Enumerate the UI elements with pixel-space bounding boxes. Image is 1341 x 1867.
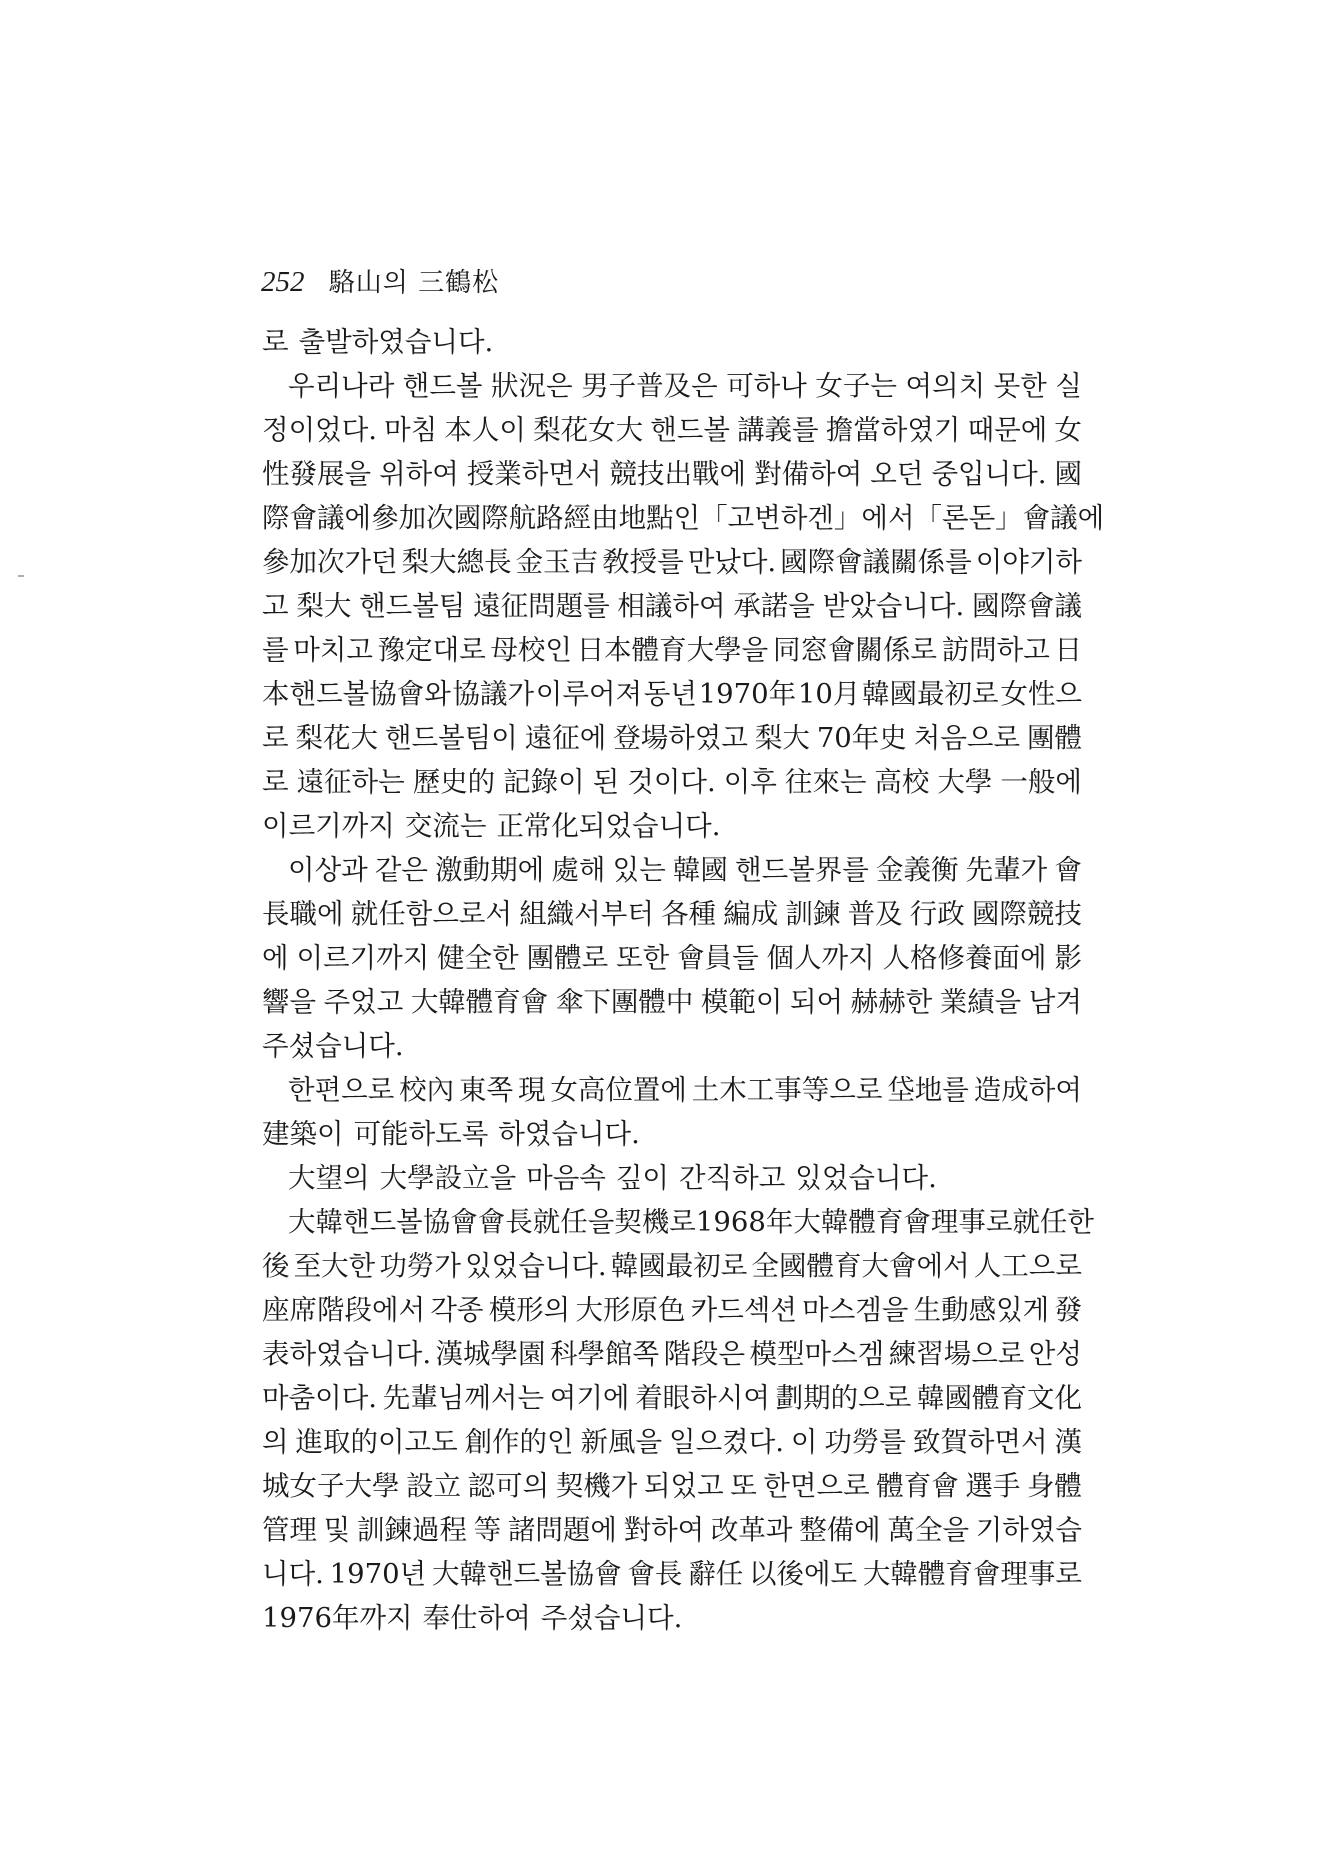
- text-line: [262, 1332, 1082, 1376]
- word: 漢城學園: [435, 1338, 546, 1370]
- word: 登場하였고: [613, 722, 748, 754]
- word: 土木工事等으로: [691, 1074, 883, 1106]
- word: 및: [323, 1514, 351, 1546]
- word: 大韓핸드볼協會: [431, 1558, 622, 1590]
- word: 日本體育大學을: [576, 634, 769, 666]
- word: 여기에: [549, 1382, 630, 1414]
- word: 梨大總長: [401, 546, 512, 578]
- word: 一般에: [1000, 766, 1082, 798]
- word: 大韓體育會理事로: [793, 1206, 1013, 1238]
- text-line: [262, 1596, 1082, 1640]
- word: 한면으로: [763, 1470, 870, 1502]
- word: 競技出戰에: [609, 458, 747, 490]
- word: 會: [1054, 854, 1082, 886]
- word: 發: [1054, 1294, 1082, 1326]
- word: 출발하였습니다.: [298, 326, 494, 358]
- page-number: 252: [261, 266, 305, 298]
- word: 身體: [1026, 1470, 1082, 1502]
- word: 同窓會關係로: [772, 634, 938, 666]
- text-line: [262, 1068, 1082, 1112]
- word: 마침: [384, 414, 438, 446]
- word: 表하였습니다.: [262, 1338, 432, 1370]
- word: 參加次: [371, 502, 454, 534]
- word: 敎授를: [602, 546, 684, 578]
- word: 校內: [399, 1074, 455, 1106]
- word: 「론돈」會議에: [914, 502, 1105, 534]
- word: 로: [262, 722, 289, 754]
- word: 整備에: [799, 1514, 881, 1546]
- word: 있었습니다.: [465, 1250, 607, 1282]
- word: 한편으로: [288, 1074, 395, 1106]
- word: 後: [262, 1250, 290, 1282]
- word: 실: [1055, 370, 1082, 402]
- word: 이: [790, 1426, 818, 1458]
- word: 處해: [551, 854, 606, 886]
- word: 造成하여: [973, 1074, 1082, 1106]
- word: 豫定대로: [377, 634, 486, 666]
- word: 漢: [1054, 1426, 1082, 1458]
- word: 國際航路: [453, 502, 564, 534]
- text-line: [262, 320, 1082, 364]
- word: 狀況은: [491, 370, 573, 402]
- word: 梨大: [296, 590, 352, 622]
- word: 遠征에: [524, 722, 607, 754]
- word: 이르기까지: [262, 810, 395, 842]
- text-line: [262, 848, 1082, 892]
- word: 안성: [1028, 1338, 1082, 1370]
- word: 功勞가: [379, 1250, 461, 1282]
- word: 東쪽: [459, 1074, 514, 1106]
- word: 遠征하는: [296, 766, 405, 798]
- word: 全國體育大會에서: [751, 1250, 970, 1282]
- word: 女: [1054, 414, 1082, 446]
- page-header: [261, 262, 499, 299]
- text-line: [262, 1464, 1082, 1508]
- word: 로: [262, 766, 289, 798]
- word: 普及: [847, 898, 903, 930]
- word: 認可의: [467, 1470, 550, 1502]
- word: 하였습니다.: [498, 1118, 640, 1150]
- word: 大韓핸드볼協會: [288, 1206, 478, 1238]
- text-line: [262, 1288, 1082, 1332]
- word: 體育會: [876, 1470, 959, 1502]
- text-line: [262, 628, 1082, 672]
- word: 金玉吉: [515, 546, 599, 578]
- word: 주셨습니다.: [540, 1602, 683, 1634]
- word: 의: [262, 1426, 289, 1458]
- word: 大韓體育會理事로: [862, 1558, 1082, 1590]
- text-line: [262, 1024, 1082, 1068]
- word: 組織서부터: [519, 898, 654, 930]
- text-line: [262, 716, 1082, 760]
- text-line: [262, 1508, 1082, 1552]
- word: 또한: [616, 942, 670, 974]
- word: 設立: [406, 1470, 462, 1502]
- word: 管理: [262, 1514, 317, 1546]
- word: 이루어져: [535, 678, 643, 710]
- word: 生動感있게: [913, 1294, 1050, 1326]
- word: 經由地點인: [563, 502, 701, 534]
- word: 往來는: [784, 766, 867, 798]
- word: 오던: [870, 458, 924, 490]
- word: 大韓體育會: [410, 986, 549, 1018]
- word: 練習場으로: [888, 1338, 1025, 1370]
- word: 可하나: [726, 370, 807, 402]
- word: 정이었다.: [262, 414, 378, 446]
- text-line: [262, 364, 1082, 408]
- word: 大形原色: [575, 1294, 686, 1326]
- word: 여의치: [905, 370, 986, 402]
- word: 傘下團體中: [555, 986, 694, 1018]
- word: 階段은: [663, 1338, 746, 1370]
- text-line: [262, 672, 1082, 716]
- word: 일으켰다.: [669, 1426, 785, 1458]
- word: 핸드볼界를: [735, 854, 869, 886]
- word: 때문에: [967, 414, 1048, 446]
- word: 1970년: [329, 1558, 427, 1590]
- word: 동년: [643, 678, 697, 710]
- word: 있었습니다.: [795, 1162, 937, 1194]
- word: 못한: [993, 370, 1047, 402]
- word: 男子普及은: [581, 370, 718, 402]
- word: 會長就任을: [477, 1206, 615, 1238]
- word: 남겨: [1028, 986, 1082, 1018]
- word: 우리나라: [288, 370, 395, 402]
- word: 對備하여: [754, 458, 863, 490]
- word: 就任함으로서: [350, 898, 513, 930]
- text-line: [262, 1200, 1095, 1244]
- word: 訓鍊: [785, 898, 841, 930]
- text-line: [262, 892, 1082, 936]
- word: 또: [730, 1470, 757, 1502]
- word: 各種: [661, 898, 717, 930]
- word: 模型마스겜: [749, 1338, 885, 1370]
- word: 致賀하면서: [912, 1426, 1048, 1458]
- word: 金義衡: [876, 854, 959, 886]
- word: 相議하여: [617, 590, 726, 622]
- margin-mark: [18, 575, 24, 577]
- word: 現: [517, 1074, 546, 1106]
- word: 를: [262, 634, 289, 666]
- word: 城女子大學: [262, 1470, 400, 1502]
- word: 주셨습니다.: [262, 1030, 404, 1062]
- word: 行政: [909, 898, 965, 930]
- word: 이야기하: [975, 546, 1082, 578]
- word: 着眼하시여: [635, 1382, 770, 1414]
- word: 받았습니다.: [822, 590, 965, 622]
- word: 契機가: [555, 1470, 638, 1502]
- word: 母校인: [490, 634, 573, 666]
- word: 韓國最初로: [862, 678, 999, 710]
- text-line: [262, 584, 1082, 628]
- word: 마치고: [293, 634, 373, 666]
- text-line: [262, 1244, 1082, 1288]
- word: 會員들: [677, 942, 759, 974]
- word: 協議가: [452, 678, 535, 710]
- word: 辭任: [688, 1558, 744, 1590]
- word: 중입니다.: [931, 458, 1047, 490]
- text-line: [262, 760, 1082, 804]
- word: 핸드볼: [650, 414, 730, 446]
- word: 마춤이다.: [262, 1382, 378, 1414]
- word: 訪問하고: [941, 634, 1050, 666]
- word: 되었고: [643, 1470, 724, 1502]
- word: 編成: [723, 898, 779, 930]
- body-text: [262, 320, 1105, 1640]
- word: 新風을: [580, 1426, 663, 1458]
- word: 建築이: [262, 1118, 344, 1150]
- word: 歷史的: [412, 766, 496, 798]
- text-line: [262, 1156, 1082, 1200]
- word: 梨花大: [295, 722, 379, 754]
- word: 本핸드볼協會와: [262, 678, 451, 710]
- word: 각종: [430, 1294, 484, 1326]
- word: 個人까지: [766, 942, 875, 974]
- word: 핸드볼팀이: [384, 722, 518, 754]
- word: 위하여: [379, 458, 459, 490]
- word: 垈地를: [887, 1074, 969, 1106]
- word: 模範이: [700, 986, 783, 1018]
- word: 創作的인: [464, 1426, 574, 1458]
- word: 交流는: [404, 810, 487, 842]
- word: 된: [592, 766, 620, 798]
- word: 講義를: [737, 414, 819, 446]
- word: 女性으: [1000, 678, 1082, 710]
- word: 梨花女大: [533, 414, 644, 446]
- word: 韓國最初로: [610, 1250, 748, 1282]
- word: 可能하도록: [353, 1118, 489, 1150]
- word: 參加次가던: [262, 546, 398, 578]
- word: 마음속: [526, 1162, 606, 1194]
- word: 大望의: [288, 1162, 370, 1194]
- word: 際會議에: [262, 502, 372, 534]
- word: 萬全을: [887, 1514, 970, 1546]
- word: 國際競技: [971, 898, 1082, 930]
- word: 만났다.: [687, 546, 777, 578]
- word: 고: [262, 590, 289, 622]
- word: 이르기까지: [296, 942, 430, 974]
- word: 1970年: [698, 678, 797, 710]
- text-line: [262, 1376, 1082, 1420]
- word: 1976年까지: [262, 1602, 413, 1634]
- running-title: 駱山의 三鶴松: [328, 268, 500, 298]
- word: 模形의: [488, 1294, 571, 1326]
- word: 科學館쪽: [549, 1338, 660, 1370]
- text-line: [262, 1112, 1082, 1156]
- text-line: [262, 980, 1082, 1024]
- text-line: [262, 1552, 1082, 1596]
- word: 주었고: [323, 986, 404, 1018]
- word: 影: [1054, 942, 1082, 974]
- word: 핸드볼팀: [359, 590, 466, 622]
- word: 人格修養面에: [882, 942, 1047, 974]
- word: 諸問題에: [507, 1514, 617, 1546]
- word: 人工으로: [973, 1250, 1082, 1282]
- text-line: [262, 936, 1082, 980]
- word: 激動期에: [435, 854, 545, 886]
- word: 이후: [723, 766, 777, 798]
- word: 니다.: [262, 1558, 324, 1590]
- word: 「고변하겐」에서: [700, 502, 915, 534]
- word: 赫赫한: [850, 986, 933, 1018]
- word: 團體로: [526, 942, 609, 974]
- word: 奉仕하여: [422, 1602, 531, 1634]
- word: 座席階段에서: [262, 1294, 426, 1326]
- word: 承諾을: [733, 590, 815, 622]
- word: 響을: [262, 986, 317, 1018]
- word: 같은: [374, 854, 428, 886]
- word: 간직하고: [679, 1162, 786, 1194]
- word: 國: [1054, 458, 1082, 490]
- word: 選手: [965, 1470, 1021, 1502]
- text-line: [262, 408, 1082, 452]
- word: 70年史: [816, 722, 907, 754]
- word: 訓鍊過程: [356, 1514, 467, 1546]
- word: 기하였습: [975, 1514, 1082, 1546]
- text-line: [262, 496, 1105, 540]
- word: 되어: [789, 986, 844, 1018]
- word: 業績을: [939, 986, 1022, 1018]
- word: 改革과: [710, 1514, 793, 1546]
- word: 團體: [1026, 722, 1082, 754]
- word: 進取的이고도: [295, 1426, 458, 1458]
- word: 國際會議關係를: [780, 546, 972, 578]
- word: 女子는: [815, 370, 897, 402]
- word: 로: [262, 326, 289, 358]
- word: 10月: [797, 678, 861, 710]
- word: 至大한: [293, 1250, 376, 1282]
- word: 國際會議: [971, 590, 1082, 622]
- text-line: [262, 540, 1082, 584]
- word: 大學: [937, 766, 993, 798]
- word: 記錄이: [503, 766, 585, 798]
- word: 마스겜을: [802, 1294, 909, 1326]
- word: 先輩가: [965, 854, 1048, 886]
- word: 日: [1054, 634, 1082, 666]
- word: 性發展을: [262, 458, 372, 490]
- word: 깊이: [615, 1162, 669, 1194]
- word: 會長: [627, 1558, 683, 1590]
- word: 韓國: [672, 854, 728, 886]
- word: 契機로: [614, 1206, 696, 1238]
- word: 처음으로: [913, 722, 1021, 754]
- word: 就任한: [1012, 1206, 1095, 1238]
- word: 等: [473, 1514, 502, 1546]
- word: 에: [262, 942, 289, 974]
- word: 遠征問題를: [473, 590, 610, 622]
- word: 高校: [874, 766, 930, 798]
- word: 本人이: [444, 414, 526, 446]
- word: 女高位置에: [550, 1074, 687, 1106]
- word: 韓國體育文化: [917, 1382, 1082, 1414]
- text-line: [262, 452, 1082, 496]
- word: 1968年: [695, 1206, 794, 1238]
- word: 授業하면서: [466, 458, 602, 490]
- word: 梨大: [754, 722, 810, 754]
- word: 카드섹션: [690, 1294, 797, 1326]
- word: 長職에: [262, 898, 344, 930]
- word: 핸드볼: [402, 370, 483, 402]
- text-line: [262, 804, 1082, 848]
- word: 健全한: [437, 942, 519, 974]
- word: 것이다.: [627, 766, 716, 798]
- word: 對하여: [623, 1514, 705, 1546]
- word: 劃期的으로: [775, 1382, 912, 1414]
- word: 이상과: [288, 854, 368, 886]
- word: 正常化되었습니다.: [496, 810, 721, 842]
- word: 以後에도: [748, 1558, 858, 1590]
- text-line: [262, 1420, 1082, 1464]
- word: 있는: [612, 854, 666, 886]
- word: 功勞를: [824, 1426, 906, 1458]
- word: 先輩님께서는: [382, 1382, 545, 1414]
- word: 大學設立을: [379, 1162, 517, 1194]
- word: 擔當하였기: [825, 414, 961, 446]
